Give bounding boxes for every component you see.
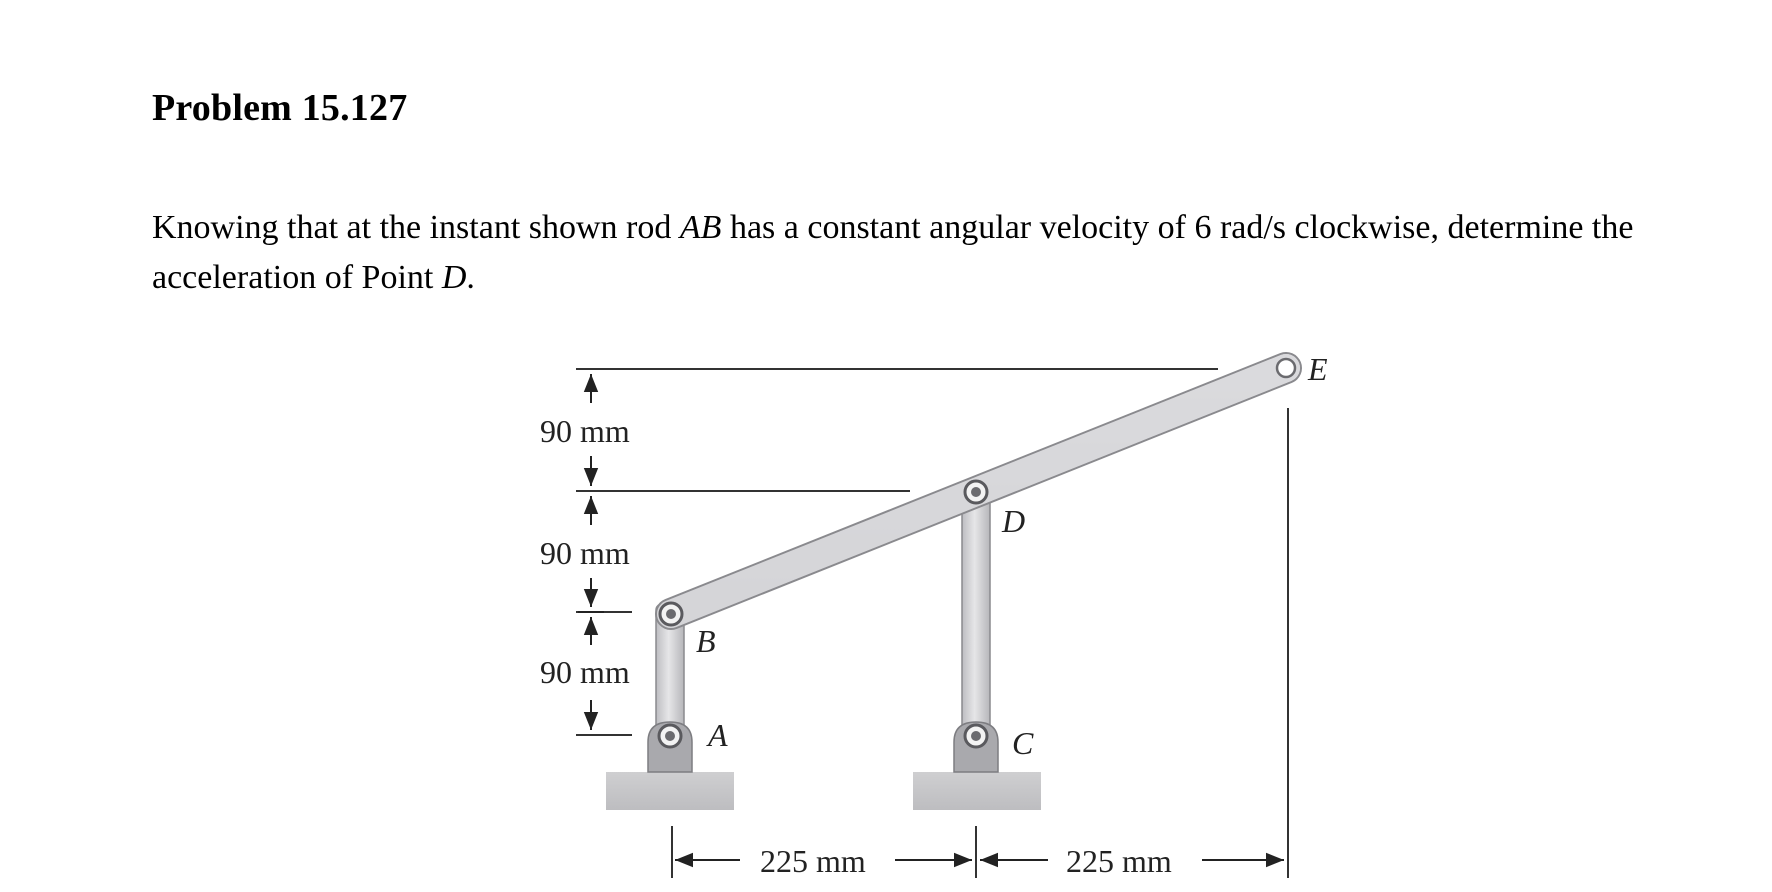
label-E: E [1308,351,1328,387]
statement-text-1: Knowing that at the instant shown rod [152,209,680,246]
pin-A [659,725,681,747]
link-CD [962,482,990,738]
dim-horizontal-left: 225 mm [760,843,866,879]
pin-B [660,603,682,625]
label-D: D [1002,503,1026,539]
dim-horizontal-right: 225 mm [1066,843,1172,879]
ground-right [913,772,1041,810]
point-label: D [441,259,467,296]
label-A: A [708,717,728,753]
pin-E [1277,359,1295,377]
label-B: B [696,623,716,659]
label-C: C [1012,725,1034,761]
statement-text-2: has a constant angular velocity of 6 rad/s clockwise, determine the acceleration of Point [152,209,1634,296]
dim-vertical-middle: 90 mm [540,535,630,571]
pin-D [965,481,987,503]
dim-vertical-top: 90 mm [540,413,630,449]
dim-vertical-bottom: 90 mm [540,654,630,690]
ground-left [606,772,734,810]
problem-title: Problem 15.127 [152,87,408,129]
pin-C [965,725,987,747]
statement-text-3: . [466,259,475,296]
rod-label: AB [679,209,722,246]
